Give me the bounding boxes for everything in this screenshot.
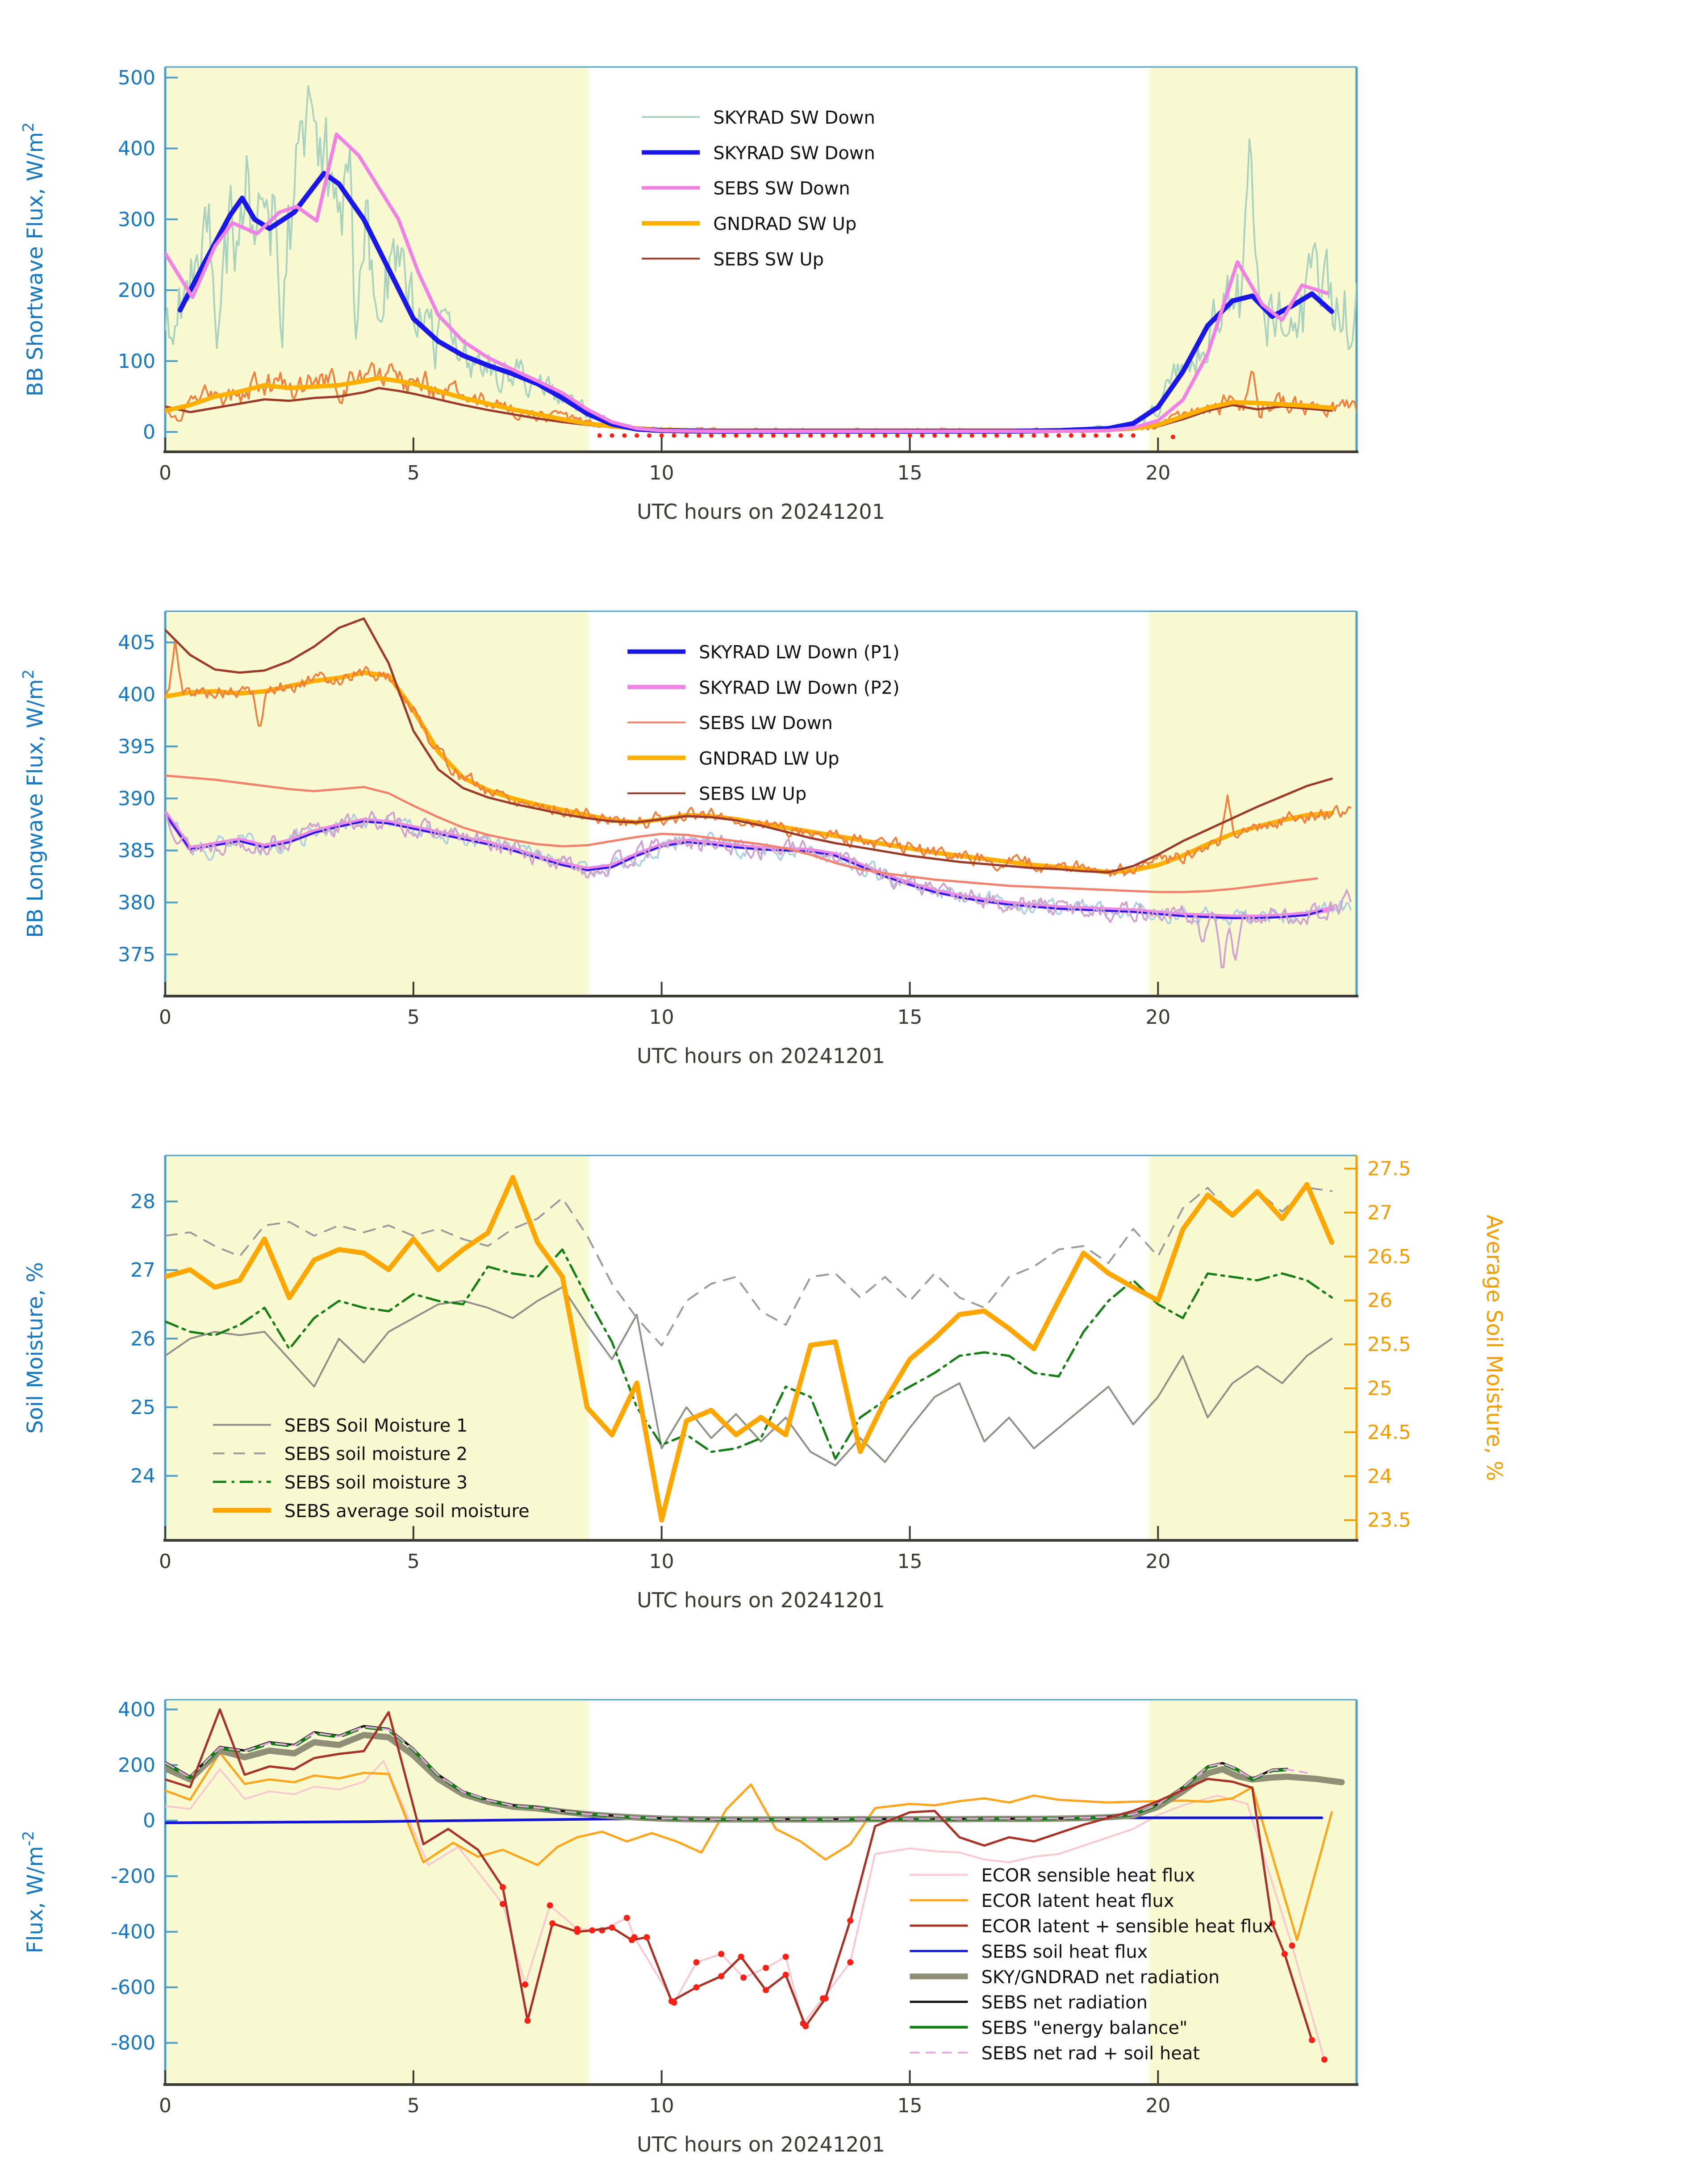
legend-item-sebs-soil-heat-flux (910, 1942, 1148, 1962)
data-point-marker (718, 1951, 724, 1957)
data-point-marker (763, 1965, 769, 1971)
data-point-marker (589, 1927, 595, 1934)
legend-label: SKYRAD SW Down (713, 143, 875, 164)
legend-item-sebs-lw-down (627, 713, 833, 734)
x-tick-label: 10 (649, 1550, 674, 1573)
x-axis-label: UTC hours on 20241201 (637, 1588, 885, 1612)
data-point-marker (740, 1974, 747, 1981)
marker-dot (697, 433, 701, 438)
marker-dot (1044, 433, 1048, 438)
right-tick-label: 24.5 (1367, 1421, 1411, 1444)
data-point-marker (783, 1954, 789, 1960)
x-tick-label: 15 (897, 1006, 923, 1029)
data-point-marker (609, 1924, 615, 1931)
y-tick-label: -400 (111, 1920, 155, 1943)
night-shading-band (1149, 611, 1357, 996)
x-tick-label: 5 (407, 462, 420, 484)
shortwave-chart (0, 0, 1708, 544)
legend-item-ecor-sensible-heat-flux (910, 1865, 1195, 1886)
y-tick-label: 385 (118, 839, 155, 862)
marker-dot (870, 433, 875, 438)
y-tick-label: 200 (118, 1754, 155, 1777)
legend-item-ecor-latent-sensible-heat-flux (910, 1916, 1274, 1937)
marker-dot (932, 433, 937, 438)
y-tick-label: -600 (111, 1976, 155, 1999)
marker-dot (982, 433, 986, 438)
x-tick-label: 5 (407, 1550, 420, 1573)
y-tick-label: 500 (118, 66, 155, 89)
marker-dot (734, 433, 738, 438)
y-axis-label: BB Longwave Flux, $W/m^2$ (20, 669, 48, 938)
legend-label: SEBS soil moisture 3 (284, 1472, 468, 1493)
marker-dot (821, 433, 825, 438)
marker-dot (784, 433, 788, 438)
panel-longwave-flux (0, 544, 1708, 1088)
legend-item-sebs-net-radiation (910, 1993, 1148, 2013)
x-tick-label: 0 (159, 1550, 171, 1573)
marker-dot (908, 433, 912, 438)
legend-label: SEBS soil heat flux (981, 1941, 1148, 1962)
data-point-marker (823, 1995, 829, 2002)
right-tick-label: 23.5 (1367, 1509, 1411, 1532)
marker-dot (1171, 435, 1175, 439)
y-tick-label: 400 (118, 1698, 155, 1721)
data-point-marker (549, 1920, 555, 1927)
night-shading-band (165, 1700, 589, 2085)
legend-label: ECOR latent + sensible heat flux (981, 1916, 1274, 1937)
y-tick-label: 27 (130, 1259, 155, 1282)
marker-dot (771, 433, 776, 438)
legend-item-ecor-latent-heat-flux (910, 1891, 1174, 1911)
marker-dot (1106, 433, 1111, 438)
legend-item-sebs-sw-up (642, 249, 824, 270)
marker-dot (920, 433, 924, 438)
x-tick-label: 0 (159, 2094, 171, 2117)
marker-dot (1119, 433, 1123, 438)
marker-dot (722, 433, 726, 438)
marker-dot (660, 433, 664, 438)
longwave-chart (0, 544, 1708, 1088)
y-axis-label: Soil Moisture, % (23, 1262, 48, 1434)
marker-dot (597, 433, 602, 438)
legend-label: GNDRAD SW Up (713, 213, 857, 234)
y-tick-label: 395 (118, 735, 155, 758)
legend-label: SKY/GNDRAD net radiation (981, 1967, 1220, 1988)
legend-label: SEBS SW Down (713, 178, 850, 199)
data-point-marker (500, 1884, 506, 1890)
legend-label: SEBS average soil moisture (284, 1501, 530, 1522)
legend-label: SEBS SW Up (713, 249, 824, 270)
x-tick-label: 10 (649, 1006, 674, 1029)
y-axis-label: Flux, $W/m^{-2}$ (20, 1831, 48, 1954)
marker-dot (759, 433, 763, 438)
legend-label: SEBS net rad + soil heat (981, 2043, 1200, 2064)
panel-energy-flux (0, 1633, 1708, 2177)
data-point-marker (693, 1959, 699, 1965)
x-tick-label: 20 (1145, 1006, 1171, 1029)
marker-dot (1082, 433, 1086, 438)
legend-item-skyrad-sw-down (642, 143, 875, 163)
marker-dot (622, 433, 626, 438)
marker-dot (808, 433, 813, 438)
data-point-marker (1309, 2037, 1315, 2043)
data-point-marker (738, 1954, 744, 1960)
right-tick-label: 24 (1367, 1465, 1392, 1488)
marker-dot (1094, 433, 1098, 438)
x-tick-label: 10 (649, 462, 674, 484)
x-axis-label: UTC hours on 20241201 (637, 500, 885, 524)
legend-item-sebs-sw-down (642, 179, 850, 199)
legend-item-sebs-energy-balance- (910, 2018, 1188, 2039)
right-tick-label: 26 (1367, 1289, 1392, 1312)
x-tick-label: 5 (407, 2094, 420, 2117)
x-tick-label: 20 (1145, 462, 1171, 484)
y-tick-label: 28 (130, 1190, 155, 1213)
legend-label: SKYRAD LW Down (P2) (699, 677, 900, 698)
data-point-marker (668, 1998, 675, 2004)
y-tick-label: 200 (118, 279, 155, 302)
data-point-marker (847, 1918, 853, 1924)
x-tick-label: 0 (159, 462, 171, 484)
y-tick-label: 24 (130, 1464, 155, 1488)
marker-dot (994, 433, 999, 438)
marker-dot (796, 433, 800, 438)
y-tick-label: 390 (118, 787, 155, 810)
legend-label: SEBS net radiation (981, 1992, 1148, 2013)
legend-label: SEBS Soil Moisture 1 (284, 1415, 468, 1436)
data-point-marker (629, 1937, 635, 1943)
data-point-marker (643, 1934, 650, 1940)
x-tick-label: 15 (897, 462, 923, 484)
legend-label: SEBS soil moisture 2 (284, 1444, 468, 1465)
right-tick-label: 25.5 (1367, 1333, 1411, 1356)
x-tick-label: 20 (1145, 1550, 1171, 1573)
x-tick-label: 15 (897, 2094, 923, 2117)
legend-label: SKYRAD SW Down (713, 108, 875, 129)
right-y-axis-label: Average Soil Moisture, % (1482, 1214, 1507, 1481)
data-point-marker (574, 1929, 580, 1935)
data-point-marker (693, 1984, 699, 1990)
legend-item-gndrad-lw-up (627, 748, 839, 769)
right-tick-label: 26.5 (1367, 1245, 1411, 1268)
y-tick-label: 0 (143, 421, 155, 444)
data-point-marker (763, 1987, 769, 1993)
x-axis-label: UTC hours on 20241201 (637, 2132, 885, 2156)
y-tick-label: 405 (118, 631, 155, 654)
right-tick-label: 27.5 (1367, 1157, 1411, 1180)
y-tick-label: 300 (118, 208, 155, 231)
panel-shortwave-flux (0, 0, 1708, 544)
y-tick-label: 375 (118, 943, 155, 966)
x-axis-label: UTC hours on 20241201 (637, 1044, 885, 1068)
data-point-marker (624, 1915, 630, 1921)
right-tick-label: 27 (1367, 1201, 1392, 1224)
y-tick-label: 0 (143, 1809, 155, 1832)
legend-label: SKYRAD LW Down (P1) (699, 642, 900, 663)
y-tick-label: -200 (111, 1865, 155, 1888)
marker-dot (709, 433, 714, 438)
data-point-marker (1282, 1951, 1288, 1957)
marker-dot (635, 433, 639, 438)
legend-item-skyrad-lw-down-p1- (627, 642, 899, 663)
y-axis-label: BB Shortwave Flux, $W/m^2$ (20, 122, 48, 397)
data-point-marker (1289, 1943, 1295, 1949)
legend-item-sky-gndrad-net-radiation (910, 1967, 1220, 1988)
marker-dot (647, 433, 651, 438)
legend-label: ECOR latent heat flux (981, 1891, 1174, 1912)
legend-item-skyrad-sw-down (642, 108, 875, 128)
data-point-marker (847, 1959, 853, 1965)
legend-item-gndrad-sw-up (642, 214, 856, 234)
soil-moisture-chart (0, 1088, 1708, 1633)
legend-label: SEBS LW Up (699, 784, 807, 805)
x-tick-label: 0 (159, 1006, 171, 1029)
marker-dot (846, 433, 850, 438)
marker-dot (1019, 433, 1024, 438)
marker-dot (610, 433, 614, 438)
right-tick-label: 25 (1367, 1377, 1392, 1400)
marker-dot (1007, 433, 1011, 438)
y-tick-label: 400 (118, 137, 155, 160)
x-tick-label: 5 (407, 1006, 420, 1029)
data-point-marker (718, 1973, 724, 1979)
legend-label: GNDRAD LW Up (699, 748, 839, 769)
legend-label: ECOR sensible heat flux (981, 1865, 1195, 1886)
marker-dot (883, 433, 887, 438)
marker-dot (1131, 433, 1136, 438)
data-point-marker (1321, 2056, 1328, 2063)
x-tick-label: 15 (897, 1550, 923, 1573)
panel-soil-moisture (0, 1088, 1708, 1633)
marker-dot (969, 433, 974, 438)
y-tick-label: 25 (130, 1396, 155, 1419)
x-tick-label: 10 (649, 2094, 674, 2117)
y-tick-label: 380 (118, 891, 155, 914)
data-point-marker (783, 1972, 789, 1978)
marker-dot (858, 433, 862, 438)
marker-dot (684, 433, 689, 438)
marker-dot (672, 433, 676, 438)
marker-dot (1069, 433, 1073, 438)
y-tick-label: 26 (130, 1327, 155, 1351)
marker-dot (957, 433, 962, 438)
legend-item-sebs-net-rad-soil-heat (910, 2043, 1200, 2064)
marker-dot (895, 433, 900, 438)
marker-dot (945, 433, 949, 438)
marker-dot (1057, 433, 1061, 438)
legend-item-sebs-lw-up (627, 784, 806, 805)
marker-dot (746, 433, 751, 438)
y-tick-label: 100 (118, 350, 155, 373)
legend-label: SEBS LW Down (699, 713, 833, 734)
data-point-marker (522, 1981, 528, 1988)
y-tick-label: 400 (118, 683, 155, 706)
energy-flux-chart (0, 1633, 1708, 2177)
data-point-marker (547, 1902, 553, 1909)
marker-dot (1031, 433, 1036, 438)
data-point-marker (525, 2018, 531, 2024)
data-point-marker (802, 2023, 809, 2029)
legend-item-skyrad-lw-down-p2- (627, 678, 899, 698)
x-tick-label: 20 (1145, 2094, 1171, 2117)
legend-label: SEBS "energy balance" (981, 2018, 1188, 2039)
y-tick-label: -800 (111, 2031, 155, 2055)
marker-dot (833, 433, 838, 438)
